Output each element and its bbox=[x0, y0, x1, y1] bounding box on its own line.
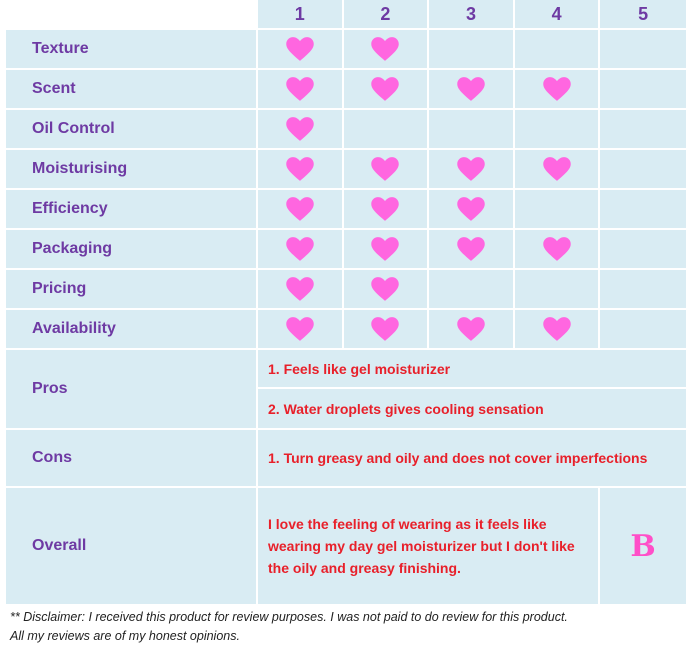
rating-label: Moisturising bbox=[6, 150, 258, 188]
rating-cell bbox=[344, 270, 430, 308]
rating-cell bbox=[429, 310, 515, 348]
heart-icon bbox=[285, 154, 315, 184]
heart-icon bbox=[285, 274, 315, 304]
heart-icon bbox=[542, 234, 572, 264]
rating-cell bbox=[515, 230, 601, 268]
cons-row bbox=[6, 430, 686, 488]
cons-label: Cons bbox=[6, 430, 258, 486]
rating-cell bbox=[600, 30, 686, 68]
rating-cell bbox=[600, 190, 686, 228]
heart-icon bbox=[285, 74, 315, 104]
rating-cell bbox=[258, 270, 344, 308]
rating-cell bbox=[258, 110, 344, 148]
rating-row-scent bbox=[6, 70, 686, 110]
heart-icon bbox=[370, 274, 400, 304]
rating-cell bbox=[344, 70, 430, 108]
overall-label: Overall bbox=[6, 488, 258, 604]
rating-cell bbox=[258, 230, 344, 268]
rating-label: Oil Control bbox=[6, 110, 258, 148]
rating-cell bbox=[429, 270, 515, 308]
rating-cell bbox=[258, 190, 344, 228]
overall-row bbox=[6, 488, 686, 604]
cons-item: 1. Turn greasy and oily and does not cover imperfections bbox=[258, 430, 686, 486]
rating-cell bbox=[344, 190, 430, 228]
rating-row-texture bbox=[6, 30, 686, 70]
rating-cell bbox=[258, 310, 344, 348]
rating-cell bbox=[429, 110, 515, 148]
heart-icon bbox=[285, 314, 315, 344]
header-row bbox=[6, 0, 686, 30]
rating-cell bbox=[515, 70, 601, 108]
pros-item: 2. Water droplets gives cooling sensation bbox=[258, 389, 686, 428]
rating-cell bbox=[515, 190, 601, 228]
heart-icon bbox=[542, 314, 572, 344]
disclaimer bbox=[10, 608, 690, 646]
rating-row-availability bbox=[6, 310, 686, 350]
rating-label: Scent bbox=[6, 70, 258, 108]
heart-icon bbox=[456, 194, 486, 224]
rating-cell bbox=[258, 70, 344, 108]
rating-cell bbox=[344, 310, 430, 348]
rating-cell bbox=[600, 310, 686, 348]
heart-icon bbox=[370, 34, 400, 64]
rating-row-pricing bbox=[6, 270, 686, 310]
heart-icon bbox=[285, 34, 315, 64]
pros-row bbox=[6, 350, 686, 430]
rating-cell bbox=[429, 70, 515, 108]
heart-icon bbox=[370, 314, 400, 344]
disclaimer-line-2: All my reviews are of my honest opinions. bbox=[10, 629, 240, 643]
review-table bbox=[6, 0, 686, 604]
rating-cell bbox=[429, 230, 515, 268]
col-header-2: 2 bbox=[344, 0, 430, 28]
rating-cell bbox=[600, 270, 686, 308]
heart-icon bbox=[542, 154, 572, 184]
rating-cell bbox=[515, 30, 601, 68]
rating-label: Efficiency bbox=[6, 190, 258, 228]
pros-items bbox=[258, 350, 686, 428]
rating-label: Availability bbox=[6, 310, 258, 348]
disclaimer-line-1: ** Disclaimer: I received this product for review purposes. I was not paid to do review for this product. bbox=[10, 610, 568, 624]
col-header-4: 4 bbox=[515, 0, 601, 28]
col-header-3: 3 bbox=[429, 0, 515, 28]
heart-icon bbox=[370, 74, 400, 104]
rating-cell bbox=[344, 230, 430, 268]
overall-text: I love the feeling of wearing as it feels like wearing my day gel moisturizer but I don't like the oily and greasy finishing. bbox=[258, 488, 600, 604]
pros-label: Pros bbox=[6, 350, 258, 428]
rating-cell bbox=[515, 110, 601, 148]
rating-row-efficiency bbox=[6, 190, 686, 230]
header-corner bbox=[6, 0, 258, 28]
rating-cell bbox=[344, 110, 430, 148]
rating-cell bbox=[429, 150, 515, 188]
col-header-1: 1 bbox=[258, 0, 344, 28]
rating-row-moisturising bbox=[6, 150, 686, 190]
rating-rows bbox=[6, 30, 686, 350]
rating-cell bbox=[258, 30, 344, 68]
heart-icon bbox=[370, 234, 400, 264]
rating-cell bbox=[515, 150, 601, 188]
rating-label: Pricing bbox=[6, 270, 258, 308]
heart-icon bbox=[456, 74, 486, 104]
rating-row-oil-control bbox=[6, 110, 686, 150]
rating-cell bbox=[515, 270, 601, 308]
heart-icon bbox=[285, 234, 315, 264]
rating-row-packaging bbox=[6, 230, 686, 270]
heart-icon bbox=[456, 234, 486, 264]
heart-icon bbox=[456, 154, 486, 184]
heart-icon bbox=[370, 194, 400, 224]
rating-cell bbox=[600, 230, 686, 268]
rating-cell bbox=[429, 30, 515, 68]
heart-icon bbox=[456, 314, 486, 344]
overall-grade: B bbox=[600, 488, 686, 604]
rating-cell bbox=[344, 150, 430, 188]
rating-label: Packaging bbox=[6, 230, 258, 268]
col-header-5: 5 bbox=[600, 0, 686, 28]
rating-cell bbox=[600, 70, 686, 108]
heart-icon bbox=[285, 114, 315, 144]
rating-cell bbox=[600, 110, 686, 148]
rating-label: Texture bbox=[6, 30, 258, 68]
heart-icon bbox=[370, 154, 400, 184]
heart-icon bbox=[285, 194, 315, 224]
rating-cell bbox=[258, 150, 344, 188]
rating-cell bbox=[515, 310, 601, 348]
rating-cell bbox=[429, 190, 515, 228]
rating-cell bbox=[600, 150, 686, 188]
heart-icon bbox=[542, 74, 572, 104]
pros-item: 1. Feels like gel moisturizer bbox=[258, 350, 686, 389]
rating-cell bbox=[344, 30, 430, 68]
